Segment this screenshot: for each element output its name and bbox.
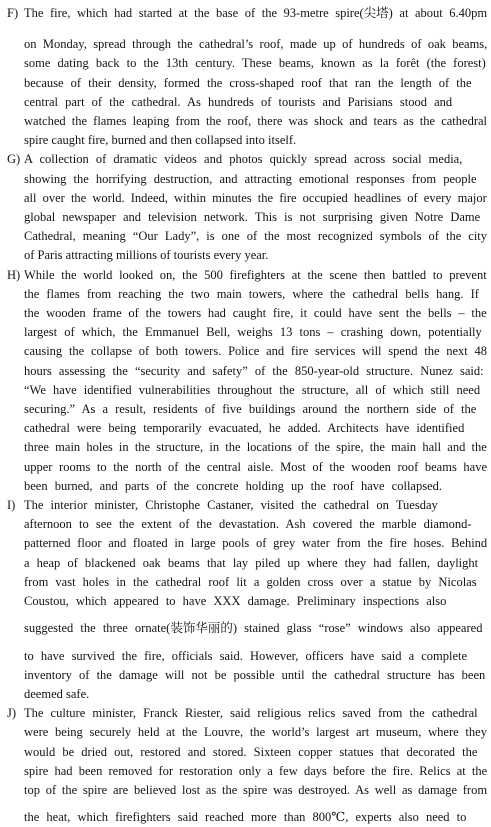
text-line: The fire, which had started at the base of the 93-metre spire(尖塔) at about 6.40pm	[24, 6, 488, 20]
paragraph-j	[0, 704, 491, 827]
paragraph-letter: F)	[7, 6, 19, 20]
paragraph-g	[0, 150, 491, 265]
text-line: securing.” As a result, residents of five buildings around the northern side of the	[24, 402, 477, 417]
text-line: suggested the three ornate(装饰华丽的) stained glass “rose” windows also appeared	[24, 621, 483, 636]
text-line: global newspaper and television network. This is not surprising given Notre Dame	[24, 210, 481, 225]
text-line: A collection of dramatic videos and photos quickly spread across social media,	[24, 152, 463, 167]
text-line: causing the collapse of both towers. Police and fire services will spend the next 48	[24, 344, 488, 359]
text-line: the heat, which firefighters said reached more than 800℃, experts also need to	[24, 810, 467, 825]
paragraph-letter: G)	[7, 152, 21, 167]
text-line: afternoon to see the extent of the devastation. Ash covered the marble diamond-	[24, 517, 472, 532]
text-line: would be dried out, restored and stored. Sixteen copper statues that decorated the	[24, 744, 478, 759]
text-line: because of their density, formed the cross-shaped roof that ran the length of the	[24, 75, 472, 90]
text-line: spire caught fire, burned and then collapsed into itself.	[24, 133, 297, 148]
text-line: of Paris attracting millions of tourists every year.	[24, 248, 269, 263]
text-line: The interior minister, Christophe Castaner, visited the cathedral on Tuesday	[24, 498, 438, 513]
paragraph-letter: J)	[7, 706, 17, 721]
text-line: Cathedral, meaning “Our Lady”, is one of the most recognized symbols of the city	[24, 229, 488, 244]
text-line: showing the horrifying destruction, and attracting emotional responses from people	[24, 171, 477, 186]
text-line: Coustou, which appeared to have XXX damage. Preliminary inspections also	[24, 594, 447, 609]
text-line: patterned floor and floated in large pools of grey water from the fire hoses. Behind	[24, 536, 488, 551]
text-line: While the world looked on, the 500 firefighters at the scene then battled to prevent	[24, 267, 487, 282]
text-line: watched the flames leaping from the roof, there was shock and tears as the cathedral	[24, 114, 488, 129]
text-line: largest of which, the Emmanuel Bell, weighs 13 tons – crashing down, potentially	[24, 325, 482, 340]
text-line: a heap of blackened oak beams that lay piled up where they had fallen, daylight	[24, 555, 479, 570]
text-line: from vast holes in the cathedral roof lit a golden cross over a statue by Nicolas	[24, 574, 477, 589]
text-line: all over the world. Indeed, within minutes the fire occupied headlines of every major	[24, 190, 487, 205]
paragraph-letter: H)	[7, 267, 21, 282]
text-line: some dating back to the 13th century. These beams, known as la forêt (the forest)	[24, 56, 486, 71]
text-line: “We have identified vulnerabilities throughout the structure, all of which still need	[24, 382, 481, 397]
text-line: the flames from reaching the two main towers, where the cathedral bells hang. If	[24, 286, 479, 301]
text-line: cathedral were being temporarily evacuated, he added. Architects have identified	[24, 421, 465, 436]
text-line: were being securely held at the Louvre, the world’s largest art museum, where they	[24, 725, 487, 740]
text-line: hours assessing the “security and safety” of the 850-year-old structure. Nunez said:	[24, 363, 484, 378]
paragraph-letter: I)	[7, 498, 16, 513]
text-line: three main holes in the structure, in the locations of the spire, the main hall and the	[24, 440, 487, 455]
paragraph-h	[0, 266, 491, 496]
text-line: on Monday, spread through the cathedral’s roof, made up of hundreds of oak beams,	[24, 37, 488, 52]
paragraph-f	[0, 4, 491, 150]
text-line: The culture minister, Franck Riester, said religious relics saved from the cathedral	[24, 706, 478, 721]
text-line: been burned, and parts of the concrete holding up the roof have collapsed.	[24, 478, 443, 493]
text-line: central part of the cathedral. As hundreds of tourists and Parisians stood and	[24, 94, 453, 109]
text-line: upper rooms to the north of the central aisle. Most of the wooden roof beams have	[24, 459, 488, 474]
text-line: spire had been removed for restoration only a few days before the fire. Relics at the	[24, 763, 488, 778]
text-line: deemed safe.	[24, 686, 90, 701]
text-line: inventory of the damage will not be possible until the cathedral structure has been	[24, 667, 486, 682]
text-line: the wooden frame of the towers had caught fire, it could have sent the bells – the	[24, 306, 487, 321]
paragraph-i	[0, 496, 491, 704]
text-line: top of the spire are believed lost as the spire was destroyed. As well as damage from	[24, 782, 488, 797]
text-line: to have survived the fire, officials said. However, officers have said a complete	[24, 648, 468, 663]
